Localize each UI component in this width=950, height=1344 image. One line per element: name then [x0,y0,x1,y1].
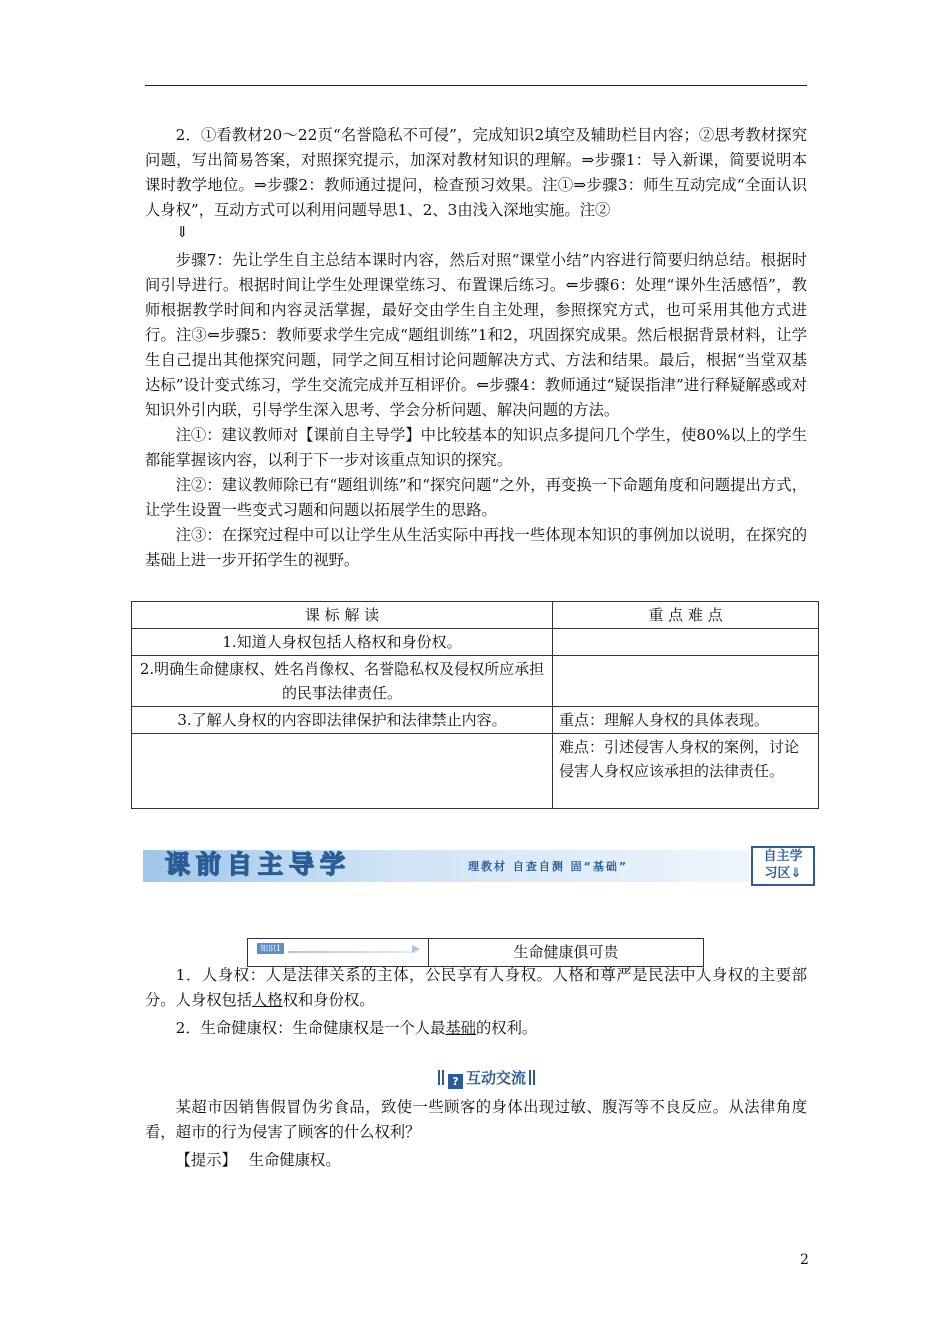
interaction-heading-text: 互动交流 [466,1069,527,1087]
table-row [132,707,819,734]
table-cell [553,656,819,707]
knowledge-tag-label: 知识1 [257,943,284,954]
banner-box [751,846,815,886]
table-header: 课 标 解 读 [132,602,553,629]
item-2-tail: 的权利。 [475,1019,538,1037]
banner-box-line1: 自主学 [763,849,803,864]
hint-label: 【提示】 [175,1151,237,1169]
step-paragraph: 2．①看教材20～22页“名誉隐私不可侵”，完成知识2填空及辅助栏目内容；②思考教材探究问题，写出简易答案，对照探究提示，加深对教材知识的理解。⇒步骤1：导入新课，简要说明本课时教学地位。⇒步骤2：教师通过提问，检查预习效果。注①⇒步骤3：师生互动完成“全面认识人身权”，互动方式可以利用问题导思1、2、3由浅入深地实施。注② [145,126,807,219]
item-2-text: 2．生命健康权：生命健康权是一个人最 [175,1019,446,1037]
table-cell: 难点：引述侵害人身权的案例，讨论侵害人身权应该承担的法律责任。 [553,734,819,809]
knowledge-items [145,963,807,1041]
item-1-text: 1．人身权：人是法律关系的主体，公民享有人身权。人格和尊严是民法中人身权的主要部分。人身权包括 [145,966,807,1009]
banner-subtitle: 理教材 自查自测 固“基础” [468,860,629,873]
item-2 [145,1016,807,1041]
tag-line [288,951,418,953]
item-1 [145,963,807,1013]
table-cell: 1.知道人身权包括人格权和身份权。 [132,629,553,656]
step-paragraph-block [145,123,807,223]
arrow-right-icon [412,945,420,953]
table-cell: 2.明确生命健康权、姓名肖像权、名誉隐私权及侵权所应承担的民事法律责任。 [132,656,553,707]
banner-box-line2: 习区⇓ [764,866,802,881]
interaction-heading [437,1067,536,1089]
table-row [132,734,819,809]
table-cell: 重点：理解人身权的具体表现。 [553,707,819,734]
knowledge-tag [248,939,429,966]
interaction-block [145,1095,807,1173]
question-icon: ? [448,1074,463,1089]
note-3: 注③：在探究过程中可以让学生从生活实际中再找一些体现本知识的事例加以说明，在探究的基础上进一步开拓学生的视野。 [145,526,807,569]
item-2-blank: 基础 [445,1019,476,1037]
down-arrow-icon: ⇓ [176,223,189,241]
table-cell [132,734,553,809]
bar-icon [442,1070,444,1085]
bar-icon [533,1070,535,1085]
note-1: 注①：建议教师对【课前自主导学】中比较基本的知识点多提问几个学生，使80%以上的学生都能掌握该内容，以利于下一步对该重点知识的探究。 [145,426,807,469]
note-2: 注②：建议教师除已有“题组训练”和“探究问题”之外，再变换一下命题角度和问题提出方式，让学生设置一些变式习题和问题以拓展学生的思路。 [145,476,807,519]
table-header-row [132,602,819,629]
bar-icon [529,1070,531,1085]
table-cell [553,629,819,656]
table-row [132,656,819,707]
standards-table [131,601,819,809]
interaction-hint [145,1148,807,1173]
page-number: 2 [800,1252,809,1268]
item-1-tail: 权和身份权。 [282,991,375,1009]
hint-text: 生命健康权。 [248,1151,341,1169]
step7-paragraph: 步骤7：先让学生自主总结本课时内容，然后对照“课堂小结”内容进行简要归纳总结。根据时间引导进行。根据时间让学生处理课堂练习、布置课后练习。⇐步骤6：处理“课外生活感悟”，教师根据教学时间和内容灵活掌握，最好交由学生自主处理，参照探究方式，也可采用其他方式进行。注③⇐步骤5：教师要求学生完成“题组训练”1和2，巩固探究成果。然后根据背景材料，让学生自己提出其他探究问题，同学之间互相讨论问题解决方式、方法和结果。最后，根据“当堂双基达标”设计变式练习，学生交流完成并互相评价。⇐步骤4：教师通过“疑误指津”进行释疑解惑或对知识外引内联，引导学生深入思考、学会分析问题、解决问题的方法。 [145,251,807,419]
section-banner [143,845,815,885]
banner-title: 课前自主导学 [165,850,352,879]
table-header: 重 点 难 点 [553,602,819,629]
item-1-blank: 人格 [252,991,283,1009]
bar-icon [438,1070,440,1085]
table-cell: 3.了解人身权的内容即法律保护和法律禁止内容。 [132,707,553,734]
header-rule [145,85,807,86]
step7-block [145,248,807,573]
table-row [132,629,819,656]
interaction-question: 某超市因销售假冒伪劣食品，致使一些顾客的身体出现过敏、腹泻等不良反应。从法律角度看，超市的行为侵害了顾客的什么权利？ [145,1098,807,1141]
knowledge-title: 生命健康俱可贵 [513,943,619,961]
